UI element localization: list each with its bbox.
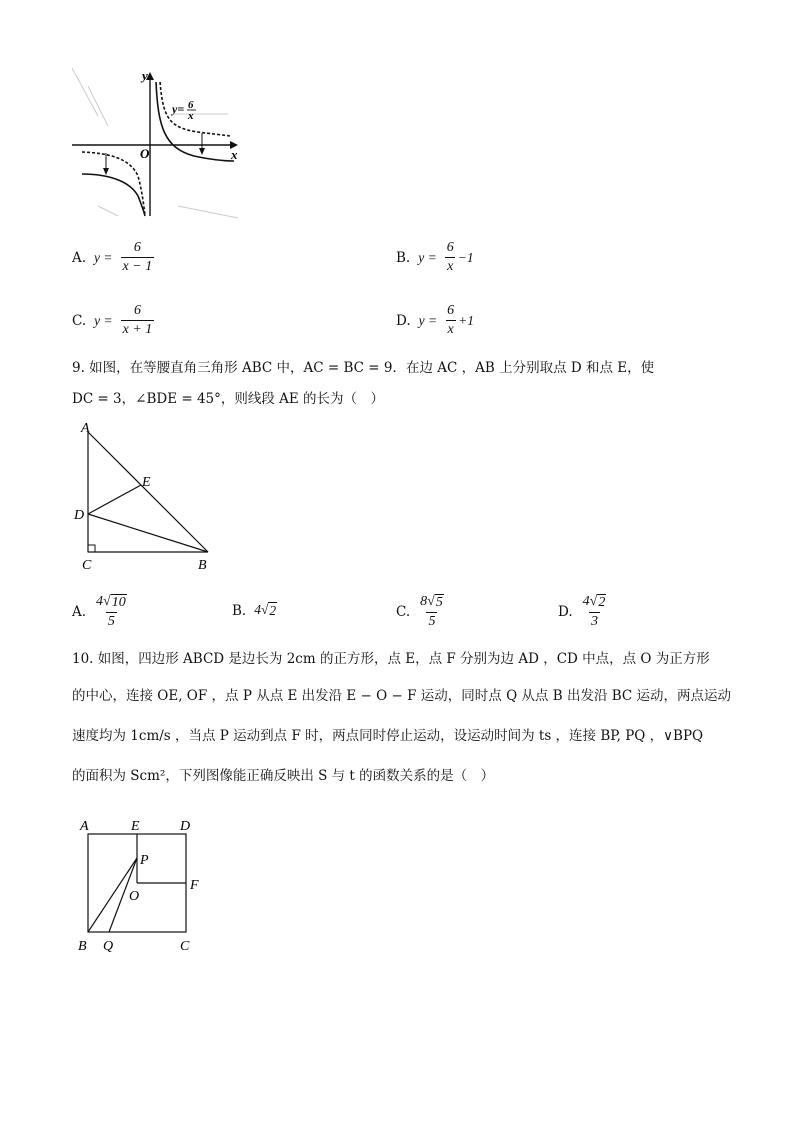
q10-label-e: E bbox=[131, 819, 140, 834]
q10-line-4: 的面积为 Scm²，下列图像能正确反映出 S 与 t 的函数关系的是（ ） bbox=[72, 768, 495, 784]
q8-option-b[interactable]: B. y = $\frac{6}{x}$ −1 bbox=[396, 240, 474, 274]
q9-option-b[interactable]: B. 4√ 2 bbox=[232, 602, 277, 619]
q10-label-p: P bbox=[140, 853, 149, 868]
q10-label-q: Q bbox=[103, 939, 114, 954]
q10-label-f: F bbox=[190, 878, 199, 893]
q9-label-e: E bbox=[142, 475, 151, 490]
q9-label-a: A bbox=[81, 421, 90, 436]
q9-label-d: D bbox=[74, 508, 85, 523]
q9-label-c: C bbox=[82, 558, 92, 573]
q10-line-1: 10. 如图，四边形 ABCD 是边长为 2cm 的正方形，点 E，点 F 分别为边 AD ，CD 中点，点 O 为正方形 bbox=[72, 651, 710, 667]
q10-line-2: 的中心，连接 OE, OF ，点 P 从点 E 出发沿 E − O − F 运动，同时点 Q 从点 B 出发沿 BC 运动，两点运动 bbox=[72, 688, 732, 704]
q10-line-3: 速度均为 1cm/s ，当点 P 运动到点 F 时，两点同时停止运动，设运动时间为 ts ，连接 BP, PQ ，∨BPQ bbox=[72, 728, 704, 744]
q10-label-o: O bbox=[129, 889, 140, 904]
curve-den: x bbox=[188, 110, 194, 122]
q10-label-b: B bbox=[78, 939, 87, 954]
solid-curve-q1 bbox=[156, 82, 234, 161]
q9-figure bbox=[72, 418, 222, 574]
x-axis-label: x bbox=[231, 147, 238, 162]
dashed-curve-q3 bbox=[82, 152, 145, 216]
q10-figure bbox=[72, 812, 212, 960]
q10-label-c: C bbox=[180, 939, 190, 954]
q10-label-a: A bbox=[80, 819, 89, 834]
q9-line-1: 9. 如图，在等腰直角三角形 ABC 中，AC = BC = 9．在边 AC ，AB 上分别取点 D 和点 E，使 bbox=[72, 360, 655, 376]
q9-label-b: B bbox=[198, 558, 207, 573]
solid-curve-q3 bbox=[82, 174, 145, 216]
q9-option-c[interactable]: C. 8√ 5 5 bbox=[396, 594, 443, 629]
q8-graph bbox=[68, 66, 248, 222]
q9-line-2: DC = 3，∠BDE = 45°，则线段 AE 的长为（ ） bbox=[72, 391, 385, 407]
curve-label: y= bbox=[172, 102, 185, 116]
dashed-curve-q1 bbox=[160, 82, 230, 136]
origin-label: O bbox=[140, 146, 150, 161]
q10-label-d: D bbox=[180, 819, 191, 834]
q9-option-a[interactable]: A. 4√ 10 5 bbox=[72, 594, 126, 629]
curve-num: 6 bbox=[188, 99, 194, 111]
y-axis-label: y bbox=[142, 68, 148, 83]
q8-option-c[interactable]: C. y = $\frac{6}{x + 1}$ bbox=[72, 303, 153, 337]
q8-option-a[interactable]: A. y = $\frac{6}{x - 1}$ bbox=[72, 240, 153, 274]
q9-option-d[interactable]: D. 4√ 2 3 bbox=[558, 594, 606, 629]
q8-option-d[interactable]: D. y = $\frac{6}{x}$ +1 bbox=[396, 303, 474, 337]
